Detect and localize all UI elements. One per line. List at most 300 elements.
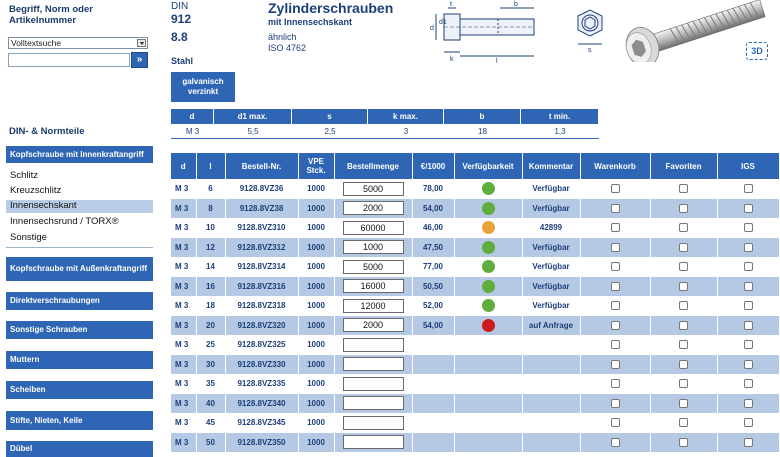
cell-l: 40 — [196, 394, 225, 414]
igs-checkbox[interactable] — [744, 438, 753, 447]
cell-comment: Verfügbar — [522, 238, 580, 258]
similar-iso: ISO 4762 — [268, 43, 307, 53]
cell-qty — [334, 218, 412, 238]
quantity-input[interactable] — [343, 357, 404, 371]
cell-availability — [454, 277, 522, 297]
search-mode-select[interactable] — [8, 37, 148, 49]
cart-checkbox[interactable] — [611, 204, 620, 213]
col-header-cart: Warenkorb — [580, 153, 650, 179]
table-header-row — [171, 153, 779, 179]
col-header-igs: IGS — [717, 153, 779, 179]
strength-grade: 8.8 — [171, 30, 188, 44]
similar-label: ähnlich — [268, 32, 297, 42]
availability-dot-icon — [482, 260, 495, 273]
favorite-checkbox[interactable] — [679, 301, 688, 310]
cell-favorites — [650, 257, 717, 277]
igs-checkbox[interactable] — [744, 282, 753, 291]
dim-header-d: d — [171, 109, 214, 124]
technical-drawing — [428, 0, 608, 64]
quantity-input[interactable] — [343, 435, 404, 449]
cell-favorites — [650, 296, 717, 316]
drawing-label-d: d — [430, 25, 434, 32]
nav-category-aussenkraftangriff[interactable]: Kopfschraube mit Außenkraftangriff — [6, 257, 153, 281]
cell-availability — [454, 218, 522, 238]
availability-dot-icon — [482, 241, 495, 254]
cell-l: 35 — [196, 374, 225, 394]
table-row — [171, 394, 779, 414]
table-row — [171, 257, 779, 277]
dim-value-s: 2,5 — [292, 124, 368, 139]
search-submit-button[interactable] — [131, 52, 148, 68]
cell-l: 30 — [196, 355, 225, 375]
cell-igs — [717, 413, 779, 433]
cell-cart — [580, 179, 650, 199]
favorite-checkbox[interactable] — [679, 243, 688, 252]
cell-d: M 3 — [171, 394, 196, 414]
cell-order-no: 9128.8VZ350 — [225, 433, 298, 453]
cell-comment — [522, 355, 580, 375]
igs-checkbox[interactable] — [744, 223, 753, 232]
nav-category-sonstige-schrauben[interactable]: Sonstige Schrauben — [6, 321, 153, 339]
cell-d: M 3 — [171, 277, 196, 297]
cart-checkbox[interactable] — [611, 438, 620, 447]
cell-comment: 42899 — [522, 218, 580, 238]
cell-favorites — [650, 277, 717, 297]
cell-comment: auf Anfrage — [522, 316, 580, 336]
availability-dot-icon — [482, 299, 495, 312]
nav-subitem-kreuzschlitz[interactable]: Kreuzschlitz — [10, 185, 62, 196]
nav-category-muttern[interactable]: Muttern — [6, 351, 153, 369]
table-row — [171, 413, 779, 433]
cell-l: 12 — [196, 238, 225, 258]
cell-igs — [717, 433, 779, 453]
cell-vpe: 1000 — [298, 199, 334, 219]
sidebar — [0, 0, 158, 457]
cell-d: M 3 — [171, 238, 196, 258]
similar-standard — [268, 32, 306, 54]
cell-d: M 3 — [171, 296, 196, 316]
cell-igs — [717, 238, 779, 258]
cell-d: M 3 — [171, 199, 196, 219]
cell-price: 47,50 — [412, 238, 454, 258]
cell-qty — [334, 199, 412, 219]
table-row — [171, 374, 779, 394]
cell-availability — [454, 238, 522, 258]
cell-comment — [522, 433, 580, 453]
cart-checkbox[interactable] — [611, 418, 620, 427]
col-header-availability: Verfügbarkeit — [454, 153, 522, 179]
cell-d: M 3 — [171, 355, 196, 375]
cell-price — [412, 433, 454, 453]
dimension-values-row — [171, 124, 599, 139]
cell-availability — [454, 199, 522, 219]
col-header-price: €/1000 — [412, 153, 454, 179]
cell-availability — [454, 335, 522, 355]
nav-category-duebel[interactable]: Dübel — [6, 441, 153, 457]
cell-comment: Verfügbar — [522, 199, 580, 219]
cell-qty — [334, 296, 412, 316]
cell-availability — [454, 374, 522, 394]
cell-vpe: 1000 — [298, 316, 334, 336]
cell-favorites — [650, 199, 717, 219]
cell-qty — [334, 238, 412, 258]
cell-favorites — [650, 355, 717, 375]
cell-order-no: 9128.8VZ320 — [225, 316, 298, 336]
cell-order-no: 9128.8VZ325 — [225, 335, 298, 355]
cell-price: 52,00 — [412, 296, 454, 316]
nav-subitem-torx[interactable]: Innensechsrund / TORX® — [10, 216, 119, 227]
nav-category-direktverschraubungen[interactable]: Direktverschraubungen — [6, 292, 153, 310]
igs-checkbox[interactable] — [744, 340, 753, 349]
favorite-checkbox[interactable] — [679, 321, 688, 330]
cell-vpe: 1000 — [298, 335, 334, 355]
cell-cart — [580, 257, 650, 277]
cell-igs — [717, 394, 779, 414]
cell-vpe: 1000 — [298, 218, 334, 238]
cell-cart — [580, 199, 650, 219]
favorite-checkbox[interactable] — [679, 204, 688, 213]
availability-dot-icon — [482, 182, 495, 195]
quantity-input[interactable] — [343, 338, 404, 352]
cell-cart — [580, 433, 650, 453]
cell-l: 25 — [196, 335, 225, 355]
din-number: 912 — [171, 12, 192, 26]
cell-favorites — [650, 413, 717, 433]
cell-price: 77,00 — [412, 257, 454, 277]
table-row — [171, 218, 779, 238]
quantity-input[interactable] — [343, 377, 404, 391]
igs-checkbox[interactable] — [744, 262, 753, 271]
favorite-checkbox[interactable] — [679, 379, 688, 388]
cell-qty — [334, 413, 412, 433]
cell-comment — [522, 394, 580, 414]
page-subtitle: mit Innensechskant — [268, 17, 353, 27]
product-table-body — [171, 179, 779, 452]
quantity-input[interactable]: 5000 — [343, 260, 404, 274]
quantity-input[interactable]: 60000 — [343, 221, 404, 235]
cell-d: M 3 — [171, 374, 196, 394]
cell-order-no: 9128.8VZ335 — [225, 374, 298, 394]
favorite-checkbox[interactable] — [679, 418, 688, 427]
cell-d: M 3 — [171, 413, 196, 433]
cell-l: 45 — [196, 413, 225, 433]
view-3d-button[interactable] — [746, 42, 768, 60]
cell-price: 54,00 — [412, 316, 454, 336]
cell-igs — [717, 335, 779, 355]
cell-order-no: 9128.8VZ316 — [225, 277, 298, 297]
cell-comment — [522, 413, 580, 433]
cell-qty — [334, 179, 412, 199]
col-header-vpe: VPE Stck. — [298, 153, 334, 179]
product-table — [171, 153, 780, 452]
cell-igs — [717, 199, 779, 219]
col-header-comment: Kommentar — [522, 153, 580, 179]
igs-checkbox[interactable] — [744, 379, 753, 388]
cell-order-no: 9128.8VZ318 — [225, 296, 298, 316]
quantity-input[interactable]: 1000 — [343, 240, 404, 254]
cell-favorites — [650, 316, 717, 336]
cell-d: M 3 — [171, 433, 196, 453]
favorite-checkbox[interactable] — [679, 399, 688, 408]
nav-category-active[interactable]: Kopfschraube mit Innenkraftangriff — [6, 146, 153, 163]
cart-checkbox[interactable] — [611, 301, 620, 310]
cart-checkbox[interactable] — [611, 262, 620, 271]
view-3d-label: 3D — [751, 46, 763, 56]
cell-order-no: 9128.8VZ36 — [225, 179, 298, 199]
favorite-checkbox[interactable] — [679, 223, 688, 232]
cell-favorites — [650, 179, 717, 199]
cell-cart — [580, 413, 650, 433]
cell-price — [412, 413, 454, 433]
cell-d: M 3 — [171, 257, 196, 277]
dim-value-k: 3 — [368, 124, 444, 139]
cell-favorites — [650, 218, 717, 238]
cart-checkbox[interactable] — [611, 243, 620, 252]
cell-availability — [454, 413, 522, 433]
cell-cart — [580, 394, 650, 414]
cell-qty — [334, 277, 412, 297]
col-header-l: l — [196, 153, 225, 179]
availability-dot-icon — [482, 202, 495, 215]
cell-comment — [522, 374, 580, 394]
cell-favorites — [650, 433, 717, 453]
cell-qty — [334, 257, 412, 277]
availability-dot-icon — [482, 221, 495, 234]
igs-checkbox[interactable] — [744, 204, 753, 213]
dim-header-s: s — [292, 109, 368, 124]
igs-checkbox[interactable] — [744, 301, 753, 310]
dim-header-k: k max. — [368, 109, 444, 124]
cell-price: 78,00 — [412, 179, 454, 199]
search-mode-value: Volltextsuche — [11, 38, 62, 48]
cell-price: 54,00 — [412, 199, 454, 219]
search-input[interactable] — [8, 53, 130, 67]
col-header-order-no: Bestell-Nr. — [225, 153, 298, 179]
nav-section-title: DIN- & Normteile — [9, 126, 85, 137]
cell-cart — [580, 335, 650, 355]
cell-order-no: 9128.8VZ38 — [225, 199, 298, 219]
quantity-input[interactable] — [343, 396, 404, 410]
igs-checkbox[interactable] — [744, 184, 753, 193]
cell-l: 20 — [196, 316, 225, 336]
dim-header-d1: d1 max. — [214, 109, 292, 124]
cell-order-no: 9128.8VZ310 — [225, 218, 298, 238]
igs-checkbox[interactable] — [744, 360, 753, 369]
table-row — [171, 277, 779, 297]
igs-checkbox[interactable] — [744, 399, 753, 408]
favorite-checkbox[interactable] — [679, 360, 688, 369]
cell-availability — [454, 316, 522, 336]
cell-availability — [454, 179, 522, 199]
cell-igs — [717, 218, 779, 238]
cell-favorites — [650, 335, 717, 355]
cell-availability — [454, 355, 522, 375]
cart-checkbox[interactable] — [611, 321, 620, 330]
dim-header-t: t min. — [521, 109, 599, 124]
cell-cart — [580, 355, 650, 375]
cell-qty — [334, 394, 412, 414]
cell-cart — [580, 316, 650, 336]
finish-badge[interactable]: galvanisch verzinkt — [171, 72, 235, 102]
igs-checkbox[interactable] — [744, 321, 753, 330]
col-header-d: d — [171, 153, 196, 179]
quantity-input[interactable]: 16000 — [343, 279, 404, 293]
drawing-label-b: b — [514, 1, 518, 8]
favorite-checkbox[interactable] — [679, 340, 688, 349]
cell-comment: Verfügbar — [522, 277, 580, 297]
cell-cart — [580, 296, 650, 316]
chevron-down-icon[interactable] — [137, 39, 146, 47]
quantity-input[interactable] — [343, 416, 404, 430]
cell-igs — [717, 179, 779, 199]
drawing-label-s: s — [588, 47, 592, 54]
cell-comment — [522, 335, 580, 355]
drawing-label-l: l — [496, 58, 498, 64]
cell-d: M 3 — [171, 316, 196, 336]
cell-price — [412, 335, 454, 355]
cell-availability — [454, 257, 522, 277]
dim-value-t: 1,3 — [521, 124, 599, 139]
favorite-checkbox[interactable] — [679, 282, 688, 291]
cell-igs — [717, 277, 779, 297]
cell-vpe: 1000 — [298, 296, 334, 316]
favorite-checkbox[interactable] — [679, 262, 688, 271]
cell-cart — [580, 218, 650, 238]
quantity-input[interactable]: 5000 — [343, 182, 404, 196]
cell-l: 8 — [196, 199, 225, 219]
cell-order-no: 9128.8VZ330 — [225, 355, 298, 375]
cell-d: M 3 — [171, 218, 196, 238]
cell-qty — [334, 316, 412, 336]
cell-l: 14 — [196, 257, 225, 277]
table-row — [171, 335, 779, 355]
cell-igs — [717, 316, 779, 336]
cart-checkbox[interactable] — [611, 184, 620, 193]
cell-vpe: 1000 — [298, 374, 334, 394]
cart-checkbox[interactable] — [611, 379, 620, 388]
cell-vpe: 1000 — [298, 277, 334, 297]
din-label: DIN — [171, 1, 189, 12]
nav-subitem-innensechskant[interactable]: Innensechskant — [6, 200, 153, 213]
cell-d: M 3 — [171, 179, 196, 199]
page-title: Zylinderschrauben — [268, 0, 394, 16]
dim-value-b: 18 — [444, 124, 521, 139]
cell-cart — [580, 238, 650, 258]
dim-header-b: b — [444, 109, 521, 124]
cart-checkbox[interactable] — [611, 399, 620, 408]
table-row — [171, 433, 779, 453]
dim-value-d1: 5,5 — [214, 124, 292, 139]
table-row — [171, 238, 779, 258]
cell-qty — [334, 355, 412, 375]
cell-vpe: 1000 — [298, 238, 334, 258]
cell-price — [412, 374, 454, 394]
cell-vpe: 1000 — [298, 257, 334, 277]
cell-comment: Verfügbar — [522, 179, 580, 199]
cell-price: 50,50 — [412, 277, 454, 297]
cell-order-no: 9128.8VZ340 — [225, 394, 298, 414]
cell-price — [412, 355, 454, 375]
cell-qty — [334, 433, 412, 453]
favorite-checkbox[interactable] — [679, 438, 688, 447]
col-header-favorites: Favoriten — [650, 153, 717, 179]
table-row — [171, 316, 779, 336]
cell-igs — [717, 257, 779, 277]
drawing-label-t: t — [450, 1, 452, 8]
cart-checkbox[interactable] — [611, 223, 620, 232]
nav-subitem-sonstige[interactable]: Sonstige — [10, 232, 47, 243]
availability-dot-icon — [482, 280, 495, 293]
cell-favorites — [650, 374, 717, 394]
quantity-input[interactable]: 2000 — [343, 201, 404, 215]
cell-order-no: 9128.8VZ312 — [225, 238, 298, 258]
cell-vpe: 1000 — [298, 179, 334, 199]
cell-cart — [580, 277, 650, 297]
cell-favorites — [650, 394, 717, 414]
cell-igs — [717, 355, 779, 375]
cell-availability — [454, 296, 522, 316]
double-chevron-right-icon: » — [136, 54, 143, 65]
dim-value-d: M 3 — [171, 124, 214, 139]
cell-availability — [454, 433, 522, 453]
cell-l: 10 — [196, 218, 225, 238]
favorite-checkbox[interactable] — [679, 184, 688, 193]
cell-igs — [717, 374, 779, 394]
material: Stahl — [171, 56, 194, 66]
cell-l: 6 — [196, 179, 225, 199]
drawing-label-d1: d1 — [439, 19, 447, 26]
cell-qty — [334, 335, 412, 355]
cell-vpe: 1000 — [298, 355, 334, 375]
nav-category-stifte[interactable]: Stifte, Nieten, Keile — [6, 411, 153, 430]
nav-subitem-schlitz[interactable]: Schlitz — [10, 170, 38, 181]
cart-checkbox[interactable] — [611, 282, 620, 291]
drawing-label-k: k — [450, 56, 454, 63]
cell-l: 50 — [196, 433, 225, 453]
cell-order-no: 9128.8VZ314 — [225, 257, 298, 277]
cell-qty — [334, 374, 412, 394]
cell-cart — [580, 374, 650, 394]
table-row — [171, 179, 779, 199]
cell-vpe: 1000 — [298, 413, 334, 433]
cell-l: 18 — [196, 296, 225, 316]
cart-checkbox[interactable] — [611, 340, 620, 349]
availability-dot-icon — [482, 319, 495, 332]
cell-l: 16 — [196, 277, 225, 297]
cell-price: 46,00 — [412, 218, 454, 238]
cell-d: M 3 — [171, 335, 196, 355]
cell-availability — [454, 394, 522, 414]
cell-igs — [717, 296, 779, 316]
col-header-qty: Bestellmenge — [334, 153, 412, 179]
table-row — [171, 199, 779, 219]
cell-comment: Verfügbar — [522, 296, 580, 316]
igs-checkbox[interactable] — [744, 243, 753, 252]
nav-category-scheiben[interactable]: Scheiben — [6, 381, 153, 399]
table-row — [171, 296, 779, 316]
dimension-header-row — [171, 109, 599, 124]
table-row — [171, 355, 779, 375]
cell-vpe: 1000 — [298, 433, 334, 453]
cell-order-no: 9128.8VZ345 — [225, 413, 298, 433]
quantity-input[interactable]: 2000 — [343, 318, 404, 332]
cell-comment: Verfügbar — [522, 257, 580, 277]
igs-checkbox[interactable] — [744, 418, 753, 427]
quantity-input[interactable]: 12000 — [343, 299, 404, 313]
cart-checkbox[interactable] — [611, 360, 620, 369]
search-heading: Begriff, Norm oder Artikelnummer — [9, 4, 93, 26]
cell-vpe: 1000 — [298, 394, 334, 414]
